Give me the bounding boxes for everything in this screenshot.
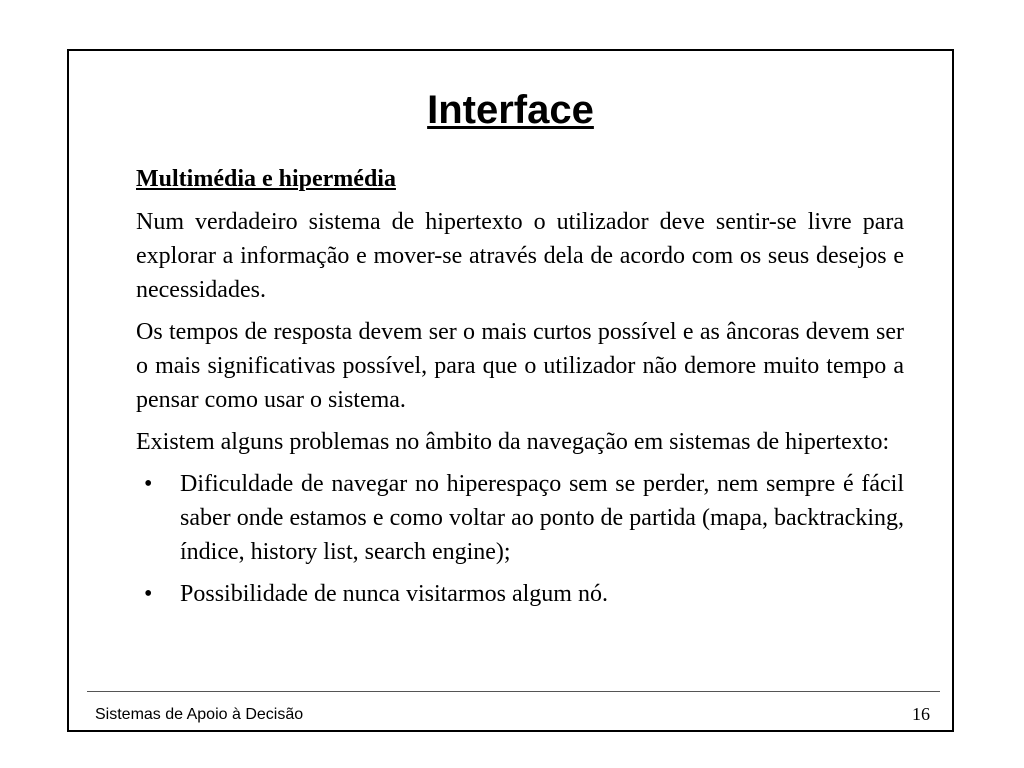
list-item xyxy=(136,577,904,611)
list-item-text: Dificuldade de navegar no hiperespaço sem se perder, nem sempre é fácil saber onde estamos e como voltar ao ponto de partida (mapa, backtracking, índice, history list, search engine); xyxy=(180,471,904,565)
paragraph-hypertext-freedom: Num verdadeiro sistema de hipertexto o utilizador deve sentir-se livre para explorar a informação e mover-se através dela de acordo com os seus desejos e necessidades. xyxy=(136,209,904,303)
section-subheading: Multimédia e hipermédia xyxy=(136,166,396,192)
slide-content xyxy=(136,162,904,619)
bullet-icon: • xyxy=(144,581,153,607)
problems-list xyxy=(136,467,904,611)
paragraph-response-times: Os tempos de resposta devem ser o mais curtos possível e as âncoras devem ser o mais significativas possível, para que o utilizador não demore muito tempo a pensar como usar o sistema. xyxy=(136,319,904,413)
footer-divider xyxy=(87,691,940,692)
page-number: 16 xyxy=(912,704,930,724)
list-item xyxy=(136,467,904,569)
list-item-text: Possibilidade de nunca visitarmos algum nó. xyxy=(180,581,608,607)
slide-frame xyxy=(67,49,954,732)
footer-course-name: Sistemas de Apoio à Decisão xyxy=(95,706,304,723)
slide-title: Interface xyxy=(427,88,594,132)
paragraph-navigation-problems: Existem alguns problemas no âmbito da navegação em sistemas de hipertexto: xyxy=(136,429,890,455)
bullet-icon: • xyxy=(144,471,153,497)
